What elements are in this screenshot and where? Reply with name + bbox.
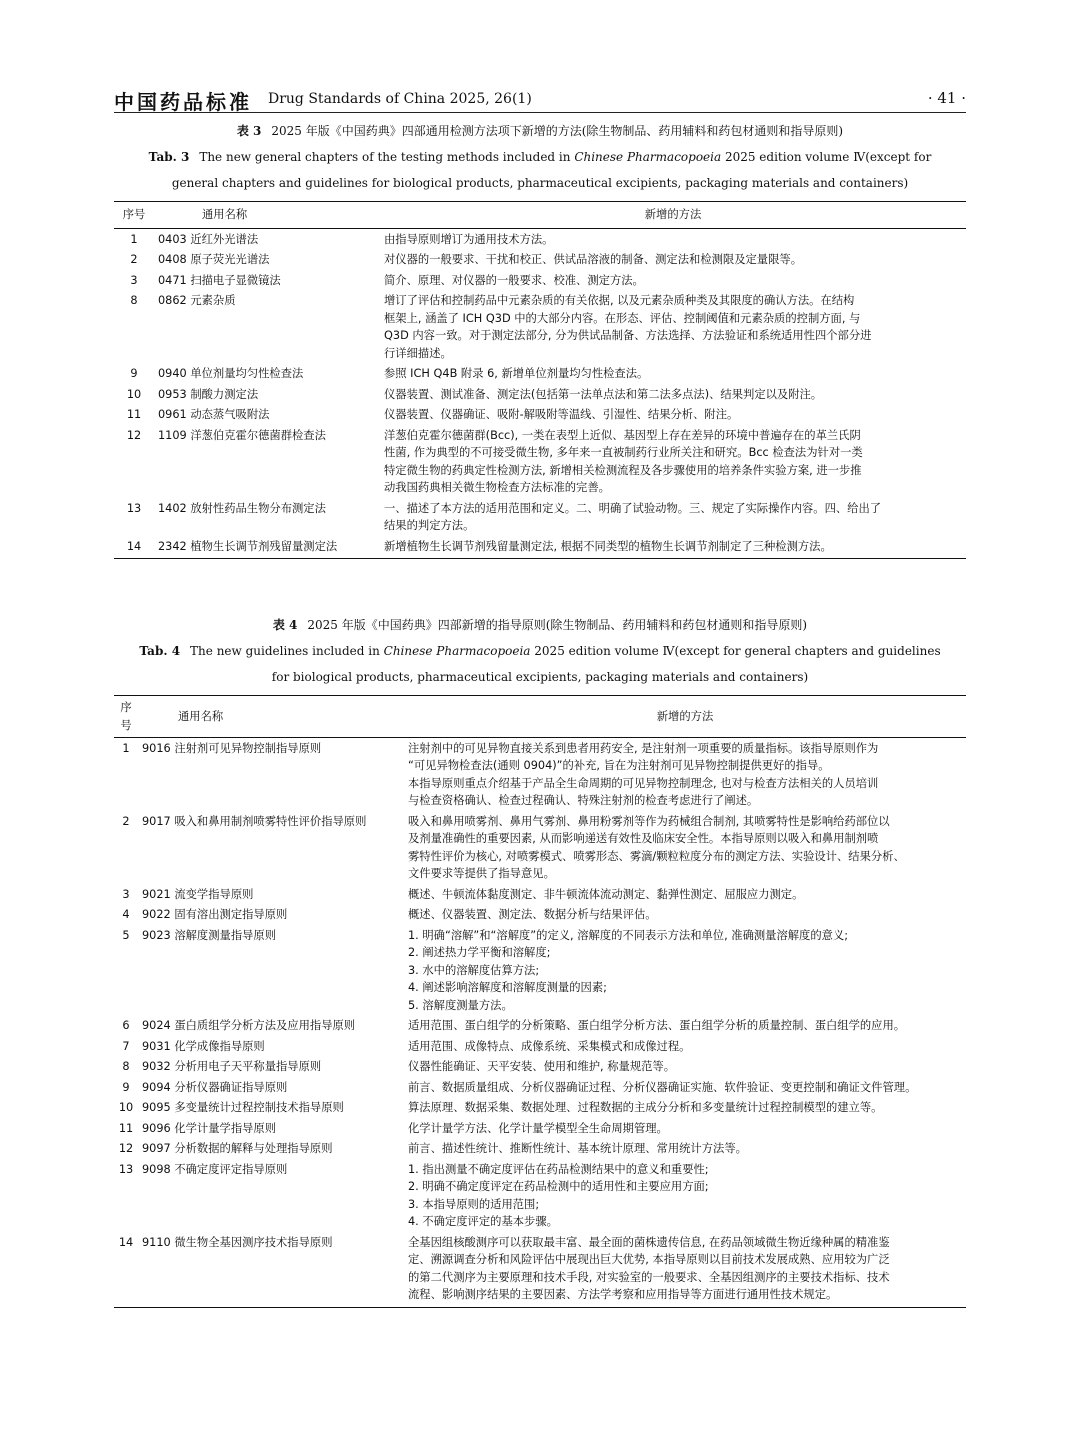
table3-title-cn: 2025 年版《中国药典》四部通用检测方法项下新增的方法(除生物制品、药用辅料和药包材通则和指导原则) [271, 124, 844, 138]
table-row [114, 905, 966, 926]
table-row [114, 250, 966, 271]
row-name: 9097 分析数据的解释与处理指导原则 [142, 1142, 333, 1155]
row-name: 9095 多变量统计过程控制技术指导原则 [142, 1101, 344, 1114]
column-header-no: 序号 [114, 202, 154, 229]
table-row [114, 1098, 966, 1119]
column-header-name: 通用名称 [138, 696, 404, 738]
table4 [114, 695, 966, 1308]
row-method: 参照 ICH Q4B 附录 6, 新增单位剂量均匀性检查法。 [384, 367, 649, 380]
row-method: 适用范围、成像特点、成像系统、采集模式和成像过程。 [408, 1039, 691, 1053]
row-number: 13 [118, 1162, 134, 1176]
row-number: 14 [114, 536, 154, 559]
column-header-no: 序号 [114, 696, 138, 738]
row-method: 适用范围、蛋白组学的分析策略、蛋白组学分析方法、蛋白组学分析的质量控制、蛋白组学的应用。 [408, 1019, 906, 1032]
row-name: 0471 扫描电子显微镜法 [158, 273, 281, 287]
table3-label-cn: 表 3 [236, 124, 262, 138]
row-number: 9 [122, 1080, 130, 1094]
row-method: 1. 指出测量不确定度评估在药品检测结果中的意义和重要性; 2. 明确不确定度评定在药品检测中的适用性和主要应用方面; 3. 本指导原则的适用范围; 4. 不确定度评定的基本步骤。 [408, 1162, 709, 1228]
page-number: · 41 · [927, 89, 966, 107]
table4-label-cn: 表 4 [272, 618, 298, 632]
row-number: 12 [126, 428, 142, 442]
table4-caption-en-line2: for biological products, pharmaceutical excipients, packaging materials and containers) [271, 670, 809, 684]
table-row [114, 925, 966, 1016]
table4-header-row [114, 696, 966, 738]
table-row [114, 1057, 966, 1078]
row-name: 9110 微生物全基因测序技术指导原则 [138, 1232, 404, 1307]
row-number: 1 [122, 741, 130, 755]
row-method: 新增植物生长调节剂残留量测定法, 根据不同类型的植物生长调节剂制定了三种检测方法。 [380, 536, 966, 559]
table3 [114, 201, 966, 559]
row-method: 概述、仪器装置、测定法、数据分析与结果评估。 [408, 908, 657, 921]
table3-caption-en-line2: general chapters and guidelines for biological products, pharmaceutical excipients, packaging materials and containers) [171, 176, 909, 190]
column-header-name: 通用名称 [154, 202, 380, 229]
row-method: 注射剂中的可见异物直接关系到患者用药安全, 是注射剂一项重要的质量指标。该指导原则作为 “可见异物检查法(通则 0904)”的补充, 旨在为注射剂可见异物控制提供更好的指导。 本指导原则重点介绍基于产品全生命周期的可见异物控制理念, 也对与检查方法相关的人员培训 与检查资格确认、检查过程确认、特殊注射剂的检查考虑进行了阐述。 [408, 741, 879, 807]
row-name: 9021 流变学指导原则 [142, 887, 254, 901]
row-method: 前言、数据质量组成、分析仪器确证过程、分析仪器确证实施、软件验证、变更控制和确证文件管理。 [408, 1080, 917, 1094]
row-method: 由指导原则增订为通用技术方法。 [384, 232, 554, 246]
row-method: 增订了评估和控制药品中元素杂质的有关依据, 以及元素杂质种类及其限度的确认方法。在结构 框架上, 涵盖了 ICH Q3D 中的大部分内容。在形态、评估、控制阈值和元素杂质的控制方面, 与 Q3D 内容一致。对于测定法部分, 分为供试品制备、方法选择、方法验证和系统适用性四个部分进 行详细描述。 [384, 294, 872, 360]
table-row [114, 291, 966, 364]
row-name: 0408 原子荧光光谱法 [158, 253, 270, 266]
table-row [114, 1232, 966, 1307]
row-name: 9023 溶解度测量指导原则 [142, 928, 277, 942]
table4-caption-en: Tab. 4 The new guidelines included in Chinese Pharmacopoeia 2025 edition volume Ⅳ(except for general chapters and guidelines [139, 644, 941, 658]
table-row [114, 498, 966, 536]
row-number: 12 [118, 1142, 134, 1155]
row-number: 8 [130, 294, 138, 307]
row-number: 10 [118, 1101, 134, 1114]
row-name: 9098 不确定度评定指导原则 [142, 1162, 288, 1176]
row-number: 9 [130, 367, 138, 380]
row-number: 6 [122, 1019, 130, 1032]
table-row [114, 1016, 966, 1037]
table-row [114, 270, 966, 291]
row-method: 化学计量学方法、化学计量学模型全生命周期管理。 [408, 1121, 668, 1135]
row-method: 简介、原理、对仪器的一般要求、校准、测定方法。 [384, 273, 644, 287]
row-number: 3 [130, 273, 138, 287]
row-method: 洋葱伯克霍尔德菌群(Bcc), 一类在表型上近似、基因型上存在差异的环境中普遍存在的革兰氏阴 性菌, 作为典型的不可接受微生物, 多年来一直被制药行业所关注和研究。Bcc 检查法为针对一类 特定微生物的药典定性检测方法, 新增相关检测流程及各步骤使用的培养条件实验方案, 进一步推 动我国药典相关微生物检查方法标准的完善。 [384, 428, 863, 494]
row-number: 10 [126, 387, 142, 401]
row-number: 5 [122, 928, 130, 942]
row-name: 9096 化学计量学指导原则 [142, 1121, 277, 1135]
table-row [114, 1118, 966, 1139]
table3-caption-cn [114, 119, 966, 143]
row-method: 仪器性能确证、天平安装、使用和维护, 称量规范等。 [408, 1060, 676, 1073]
table-row [114, 425, 966, 498]
row-method: 全基因组核酸测序可以获取最丰富、最全面的菌株遗传信息, 在药品领域微生物近缘种属的精准鉴 定、溯源调查分析和风险评估中展现出巨大优势, 本指导原则以目前技术发展成熟、应用较为广泛 的第二代测序为主要原理和技术手段, 对实验室的一般要求、全基因组测序的主要技术指标、技术 流程、影响测序结果的主要因素、方法学考察和应用指导等方面进行通用性技术规定。 [404, 1232, 966, 1307]
row-name: 9024 蛋白质组学分析方法及应用指导原则 [142, 1019, 356, 1032]
table-row [114, 1139, 966, 1160]
row-number: 11 [118, 1121, 134, 1135]
table3-header-row [114, 202, 966, 229]
table3-caption-en: Tab. 3 The new general chapters of the testing methods included in Chinese Pharmacopoeia 2025 edition volume Ⅳ(except for [148, 150, 932, 164]
row-name: 0961 动态蒸气吸附法 [158, 408, 270, 421]
column-header-method: 新增的方法 [380, 202, 966, 229]
table-row [114, 384, 966, 405]
journal-title-cn: 中国药品标准 [114, 90, 252, 114]
table-row [114, 364, 966, 385]
row-name: 9016 注射剂可见异物控制指导原则 [142, 741, 322, 755]
row-name: 1109 洋葱伯克霍尔德菌群检查法 [158, 428, 326, 442]
table-row [114, 1077, 966, 1098]
table4-title-cn: 2025 年版《中国药典》四部新增的指导原则(除生物制品、药用辅料和药包材通则和指导原则) [307, 618, 808, 632]
row-method: 一、描述了本方法的适用范围和定义。二、明确了试验动物。三、规定了实际操作内容。四、给出了 结果的判定方法。 [384, 501, 882, 532]
row-method: 1. 明确“溶解”和“溶解度”的定义, 溶解度的不同表示方法和单位, 准确测量溶解度的意义; 2. 阐述热力学平衡和溶解度; 3. 水中的溶解度估算方法; 4. 阐述影响溶解度和溶解度测量的因素; 5. 溶解度测量方法。 [408, 928, 849, 1012]
row-number: 2 [130, 253, 138, 266]
table-row [114, 738, 966, 812]
row-number: 7 [122, 1039, 130, 1053]
table-row [114, 1036, 966, 1057]
table-row [114, 536, 966, 559]
row-number: 14 [114, 1232, 138, 1307]
row-method: 算法原理、数据采集、数据处理、过程数据的主成分分析和多变量统计过程控制模型的建立等。 [408, 1101, 883, 1114]
table3-label-en: Tab. 3 [148, 150, 190, 164]
row-name: 9032 分析用电子天平称量指导原则 [142, 1060, 322, 1073]
row-name: 0940 单位剂量均匀性检查法 [158, 367, 304, 380]
row-name: 0862 元素杂质 [158, 294, 236, 307]
row-number: 3 [122, 887, 130, 901]
row-number: 2 [122, 814, 130, 828]
table-row [114, 405, 966, 426]
row-method: 吸入和鼻用喷雾剂、鼻用气雾剂、鼻用粉雾剂等作为药械组合制剂, 其喷雾特性是影响给药部位以 及剂量准确性的重要因素, 从而影响递送有效性及临床安全性。本指导原则以吸入和鼻用制剂喷 雾特性评价为核心, 对喷雾模式、喷雾形态、雾滴/颗粒粒度分布的测定方法、实验设计、结果分析、 文件要求等提供了指导意见。 [408, 814, 905, 880]
row-method: 仪器装置、测试准备、测定法(包括第一法单点法和第二法多点法)、结果判定以及附注。 [384, 387, 823, 401]
row-number: 1 [130, 232, 138, 246]
row-number: 4 [122, 908, 130, 921]
row-number: 11 [126, 408, 142, 421]
row-name: 9031 化学成像指导原则 [142, 1039, 265, 1053]
row-number: 8 [122, 1060, 130, 1073]
table-row [114, 811, 966, 884]
row-name: 2342 植物生长调节剂残留量测定法 [154, 536, 380, 559]
row-name: 9017 吸入和鼻用制剂喷雾特性评价指导原则 [142, 814, 367, 828]
table-row [114, 1159, 966, 1232]
row-name: 9022 固有溶出测定指导原则 [142, 908, 288, 921]
table4-caption-cn [114, 613, 966, 637]
table-row [114, 884, 966, 905]
row-method: 对仪器的一般要求、干扰和校正、供试品溶液的制备、测定法和检测限及定量限等。 [384, 253, 802, 266]
table4-label-en: Tab. 4 [139, 644, 181, 658]
row-number: 13 [126, 501, 142, 515]
row-name: 1402 放射性药品生物分布测定法 [158, 501, 326, 515]
row-method: 概述、牛顿流体黏度测定、非牛顿流体流动测定、黏弹性测定、屈服应力测定。 [408, 887, 804, 901]
journal-title-en: Drug Standards of China 2025, 26(1) [268, 91, 532, 107]
table-row [114, 229, 966, 250]
row-name: 9094 分析仪器确证指导原则 [142, 1080, 288, 1094]
row-name: 0403 近红外光谱法 [158, 232, 259, 246]
column-header-method: 新增的方法 [404, 696, 966, 738]
row-name: 0953 制酸力测定法 [158, 387, 259, 401]
row-method: 前言、描述性统计、推断性统计、基本统计原理、常用统计方法等。 [408, 1142, 747, 1155]
row-method: 仪器装置、仪器确证、吸附-解吸附等温线、引湿性、结果分析、附注。 [384, 408, 739, 421]
running-header [114, 86, 966, 113]
